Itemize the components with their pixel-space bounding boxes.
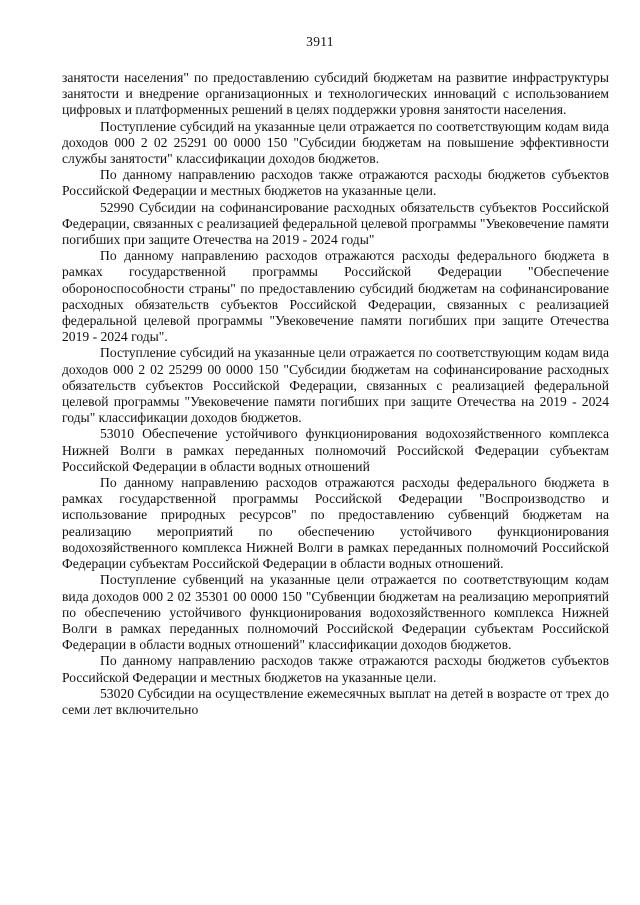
paragraph-continuation: занятости населения" по предоставлению субсидий бюджетам на развитие инфраструктуры занятости и внедрение организационных и технологических инноваций с использованием цифровых и платформенных решений в целях поддержки уровня занятости населения. [62, 70, 609, 118]
section-heading-53010: 53010 Обеспечение устойчивого функционирования водохозяйственного комплекса Нижней Волги в рамках переданных полномочий Российской Федерации субъектам Российской Федерации в области водных отношений [62, 426, 609, 474]
paragraph-regional-expenses-2: По данному направлению расходов также отражаются расходы бюджетов субъектов Российской Федерации и местных бюджетов на указанные цели. [62, 653, 609, 685]
document-body [62, 70, 609, 718]
paragraph-income-codes-35301: Поступление субвенций на указанные цели отражается по соответствующим кодам вида доходов 000 2 02 35301 00 0000 150 "Субвенции бюджетам на реализацию мероприятий по обеспечению устойчивого функционирования водохозяйственного комплекса Нижней Волги в рамках переданных полномочий Российской Федерации субъектам Российской Федерации в области водных отношений" классификации доходов бюджетов. [62, 572, 609, 653]
section-heading-53020: 53020 Субсидии на осуществление ежемесячных выплат на детей в возрасте от трех до семи лет включительно [62, 685, 609, 717]
paragraph-income-codes-25299: Поступление субсидий на указанные цели отражается по соответствующим кодам вида доходов 000 2 02 25299 00 0000 150 "Субсидии бюджетам на софинансирование расходных обязательств субъектов Российской Федерации, связанных с реализацией федеральной целевой программы "Увековечение памяти погибших при защите Отечества на 2019 - 2024 годы" классификации доходов бюджетов. [62, 345, 609, 426]
paragraph-52990-description: По данному направлению расходов отражаются расходы федерального бюджета в рамках государственной программы Российской Федерации "Обеспечение обороноспособности страны" по предоставлению субсидий бюджетам на софинансирование расходных обязательств субъектов Российской Федерации, связанных с реализацией федеральной целевой программы "Увековечение памяти погибших при защите Отечества 2019 - 2024 годы". [62, 248, 609, 345]
paragraph-53010-description: По данному направлению расходов отражаются расходы федерального бюджета в рамках государственной программы Российской Федерации "Воспроизводство и использование природных ресурсов" по предоставлению субвенций бюджетам на реализацию мероприятий по обеспечению устойчивого функционирования водохозяйственного комплекса Нижней Волги в рамках переданных полномочий Российской Федерации субъектам Российской Федерации в области водных отношений. [62, 475, 609, 572]
section-heading-52990: 52990 Субсидии на софинансирование расходных обязательств субъектов Российской Федерации, связанных с реализацией федеральной целевой программы "Увековечение памяти погибших при защите Отечества на 2019 - 2024 годы" [62, 199, 609, 248]
paragraph-income-codes-25291: Поступление субсидий на указанные цели отражается по соответствующим кодам вида доходов 000 2 02 25291 00 0000 150 "Субсидии бюджетам на повышение эффективности службы занятости" классификации доходов бюджетов. [62, 118, 609, 167]
page-number: 3911 [306, 34, 334, 49]
paragraph-regional-expenses: По данному направлению расходов также отражаются расходы бюджетов субъектов Российской Федерации и местных бюджетов на указанные цели. [62, 167, 609, 199]
